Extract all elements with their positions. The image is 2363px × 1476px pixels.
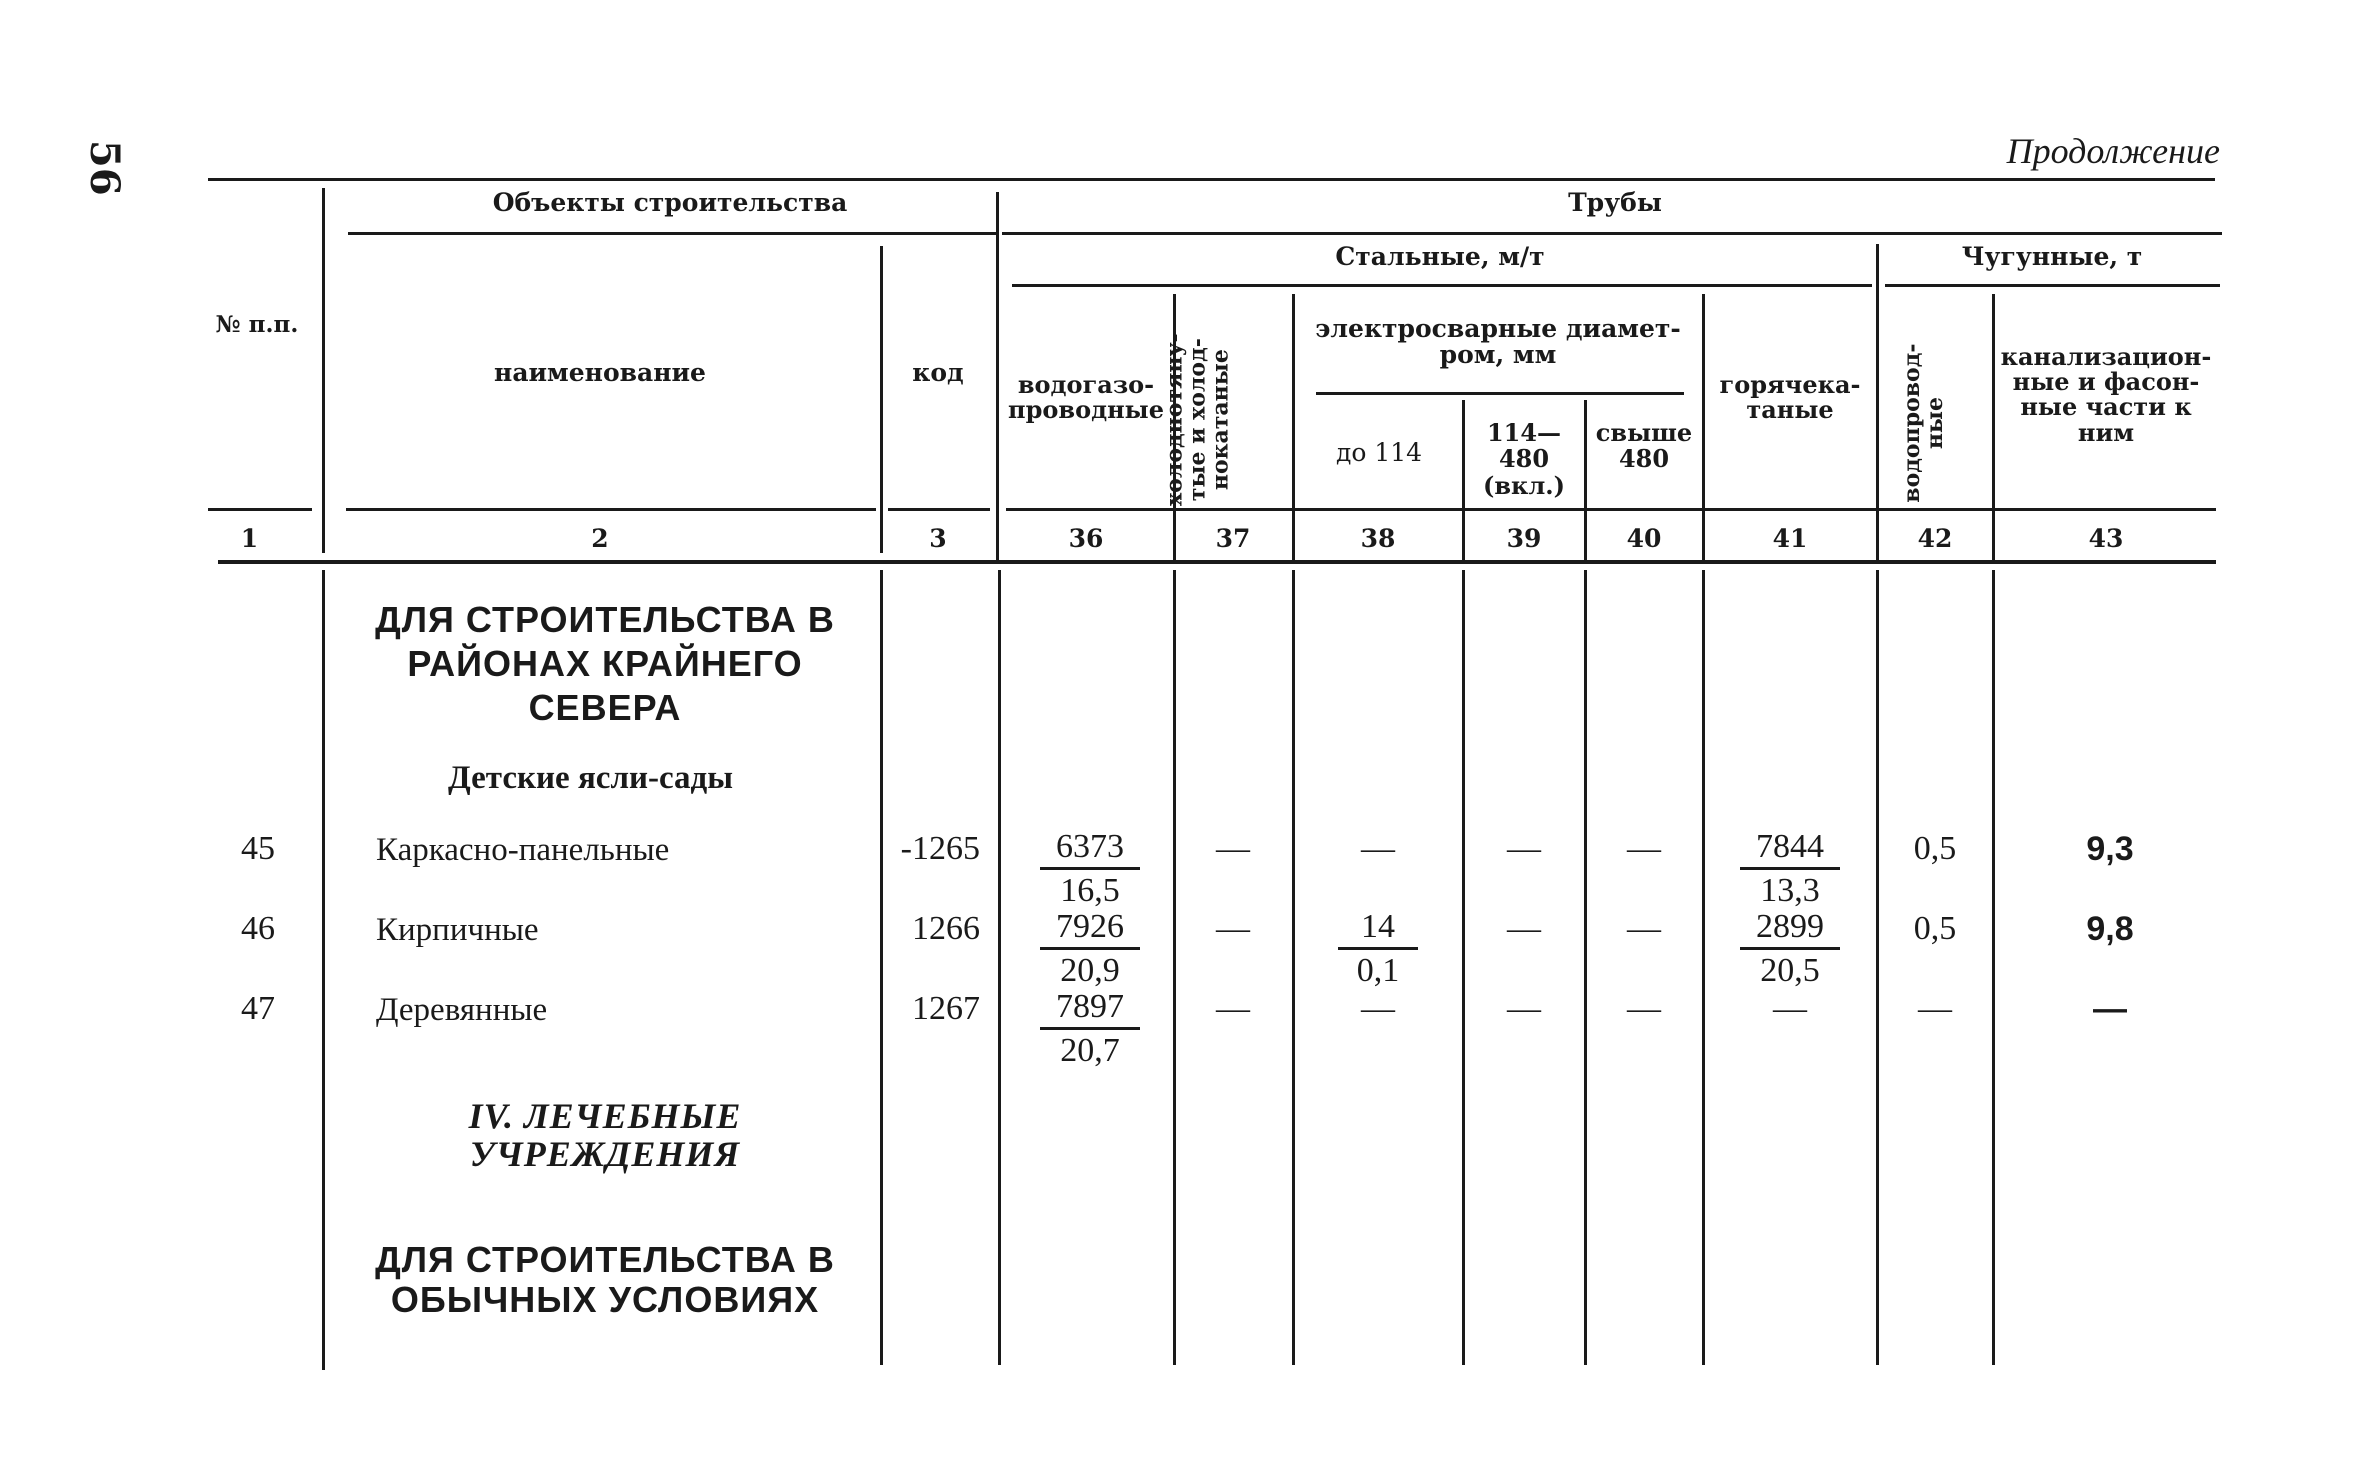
row-47-c36-den: 20,7 bbox=[1060, 1031, 1120, 1069]
row-46-c36 bbox=[1040, 910, 1140, 988]
header-sewer: канализацион-ные и фасон-ные части к ним bbox=[2000, 342, 2212, 447]
row-46-c43: 9,8 bbox=[2086, 910, 2134, 948]
header-water-supply: водопровод-ные bbox=[1898, 343, 1948, 503]
cast-iron-underline bbox=[1885, 284, 2220, 287]
vline-header-1 bbox=[322, 188, 325, 553]
fraction-bar bbox=[1740, 867, 1840, 870]
row-47-c36-num: 7897 bbox=[1056, 988, 1124, 1025]
fraction-bar bbox=[1040, 947, 1140, 950]
header-col-no: № п.п. bbox=[215, 311, 299, 338]
vline-body-9 bbox=[1876, 570, 1879, 1365]
header-code: код bbox=[912, 358, 964, 387]
row-47-c38: — bbox=[1361, 990, 1395, 1027]
colnum-36: 36 bbox=[1068, 524, 1104, 553]
row-45-no: 45 bbox=[241, 830, 275, 867]
pipes-underline bbox=[1002, 232, 2222, 235]
vline-header-6 bbox=[1462, 400, 1465, 560]
colnum-43: 43 bbox=[2088, 524, 2124, 553]
row-47-c40: — bbox=[1627, 990, 1661, 1027]
vline-body-4 bbox=[1173, 570, 1176, 1365]
section-north: ДЛЯ СТРОИТЕЛЬСТВА В РАЙОНАХ КРАЙНЕГО СЕВЕРА bbox=[375, 599, 835, 728]
row-45-name: Каркасно-панельные bbox=[376, 832, 670, 868]
header-pipes: Трубы bbox=[1568, 188, 1662, 217]
header-objects: Объекты строительства bbox=[492, 188, 848, 217]
row-46-c38 bbox=[1338, 910, 1418, 988]
colnum-41: 41 bbox=[1772, 524, 1808, 553]
row-46-c36-den: 20,9 bbox=[1060, 951, 1120, 989]
row-45-c37: — bbox=[1216, 830, 1250, 867]
colnum-40: 40 bbox=[1626, 524, 1662, 553]
objects-underline bbox=[348, 232, 996, 235]
row-47-c39: — bbox=[1507, 990, 1541, 1027]
row-45-c41-num: 7844 bbox=[1756, 828, 1824, 865]
row-46-c37: — bbox=[1216, 910, 1250, 947]
fraction-bar bbox=[1338, 947, 1418, 950]
row-46-c41 bbox=[1740, 910, 1840, 988]
colnum-bottom-rule bbox=[218, 560, 2216, 564]
colnum-42: 42 bbox=[1917, 524, 1953, 553]
continuation-label: Продолжение bbox=[2006, 131, 2220, 171]
row-47-name: Деревянные bbox=[376, 992, 548, 1028]
table-top-rule bbox=[208, 178, 2215, 181]
vline-header-10 bbox=[1992, 294, 1995, 560]
vline-header-2 bbox=[880, 246, 883, 553]
vline-body-8 bbox=[1702, 570, 1705, 1365]
row-46-c39: — bbox=[1507, 910, 1541, 947]
header-114-480: 114—480 (вкл.) bbox=[1483, 418, 1565, 500]
fraction-bar bbox=[1740, 947, 1840, 950]
row-47-c36 bbox=[1040, 990, 1140, 1068]
row-46-c38-den: 0,1 bbox=[1356, 951, 1400, 989]
row-45-c38: — bbox=[1361, 830, 1395, 867]
row-47-code: 1267 bbox=[912, 990, 980, 1027]
row-45-c42: 0,5 bbox=[1913, 830, 1957, 867]
colnum-2: 2 bbox=[591, 524, 609, 553]
colnum-1: 1 bbox=[240, 524, 259, 553]
row-45-c41-den: 13,3 bbox=[1760, 871, 1820, 909]
subsection-kindergartens: Детские ясли-сады bbox=[448, 760, 733, 796]
header-hot-rolled: горячека-таные bbox=[1719, 370, 1861, 425]
row-47-c41: — bbox=[1773, 990, 1807, 1027]
electric-underline bbox=[1316, 392, 1684, 395]
vline-header-8 bbox=[1702, 294, 1705, 560]
header-up-to-114: до 114 bbox=[1335, 438, 1423, 467]
row-46-no: 46 bbox=[241, 910, 275, 947]
row-45-code: -1265 bbox=[900, 830, 980, 867]
row-47-c42: — bbox=[1918, 990, 1952, 1027]
header-cast-iron: Чугунные, т bbox=[1961, 242, 2143, 271]
header-bottom-rule-3 bbox=[888, 508, 990, 511]
row-46-c42: 0,5 bbox=[1913, 910, 1957, 947]
row-45-c39: — bbox=[1507, 830, 1541, 867]
vline-header-3 bbox=[996, 192, 999, 560]
section-normal: ДЛЯ СТРОИТЕЛЬСТВА В ОБЫЧНЫХ УСЛОВИЯХ bbox=[375, 1239, 835, 1320]
row-47-c43: — bbox=[2093, 990, 2127, 1028]
vline-body-3 bbox=[998, 570, 1001, 1365]
row-45-c43: 9,3 bbox=[2086, 830, 2134, 868]
vline-body-7 bbox=[1584, 570, 1587, 1365]
vline-body-2 bbox=[880, 570, 883, 1365]
row-46-c40: — bbox=[1627, 910, 1661, 947]
fraction-bar bbox=[1040, 867, 1140, 870]
row-47-c37: — bbox=[1216, 990, 1250, 1027]
vline-header-9 bbox=[1876, 244, 1879, 560]
header-water-gas: водогазо-проводные bbox=[1008, 370, 1164, 425]
vline-body-10 bbox=[1992, 570, 1995, 1365]
row-45-c36-num: 6373 bbox=[1056, 828, 1124, 865]
vline-body-6 bbox=[1462, 570, 1465, 1365]
header-name: наименование bbox=[494, 358, 706, 387]
row-45-c40: — bbox=[1627, 830, 1661, 867]
header-over-480: свыше 480 bbox=[1595, 418, 1693, 474]
row-46-name: Кирпичные bbox=[376, 912, 539, 948]
colnum-3: 3 bbox=[929, 524, 947, 553]
vline-header-7 bbox=[1584, 400, 1587, 560]
colnum-37: 37 bbox=[1215, 524, 1251, 553]
row-45-c36-den: 16,5 bbox=[1060, 871, 1120, 909]
page-number: 56 bbox=[81, 140, 128, 196]
steel-underline bbox=[1012, 284, 1872, 287]
vline-header-5 bbox=[1292, 294, 1295, 560]
row-47-no: 47 bbox=[241, 990, 275, 1027]
header-bottom-rule-2 bbox=[346, 508, 876, 511]
colnum-38: 38 bbox=[1360, 524, 1396, 553]
row-46-c41-den: 20,5 bbox=[1760, 951, 1820, 989]
header-bottom-rule bbox=[208, 508, 312, 511]
vline-body-1 bbox=[322, 570, 325, 1370]
row-46-c36-num: 7926 bbox=[1056, 908, 1124, 945]
row-46-code: 1266 bbox=[912, 910, 980, 947]
header-electric-welded: электросварные диамет-ром, мм bbox=[1315, 314, 1681, 370]
colnum-39: 39 bbox=[1506, 524, 1542, 553]
row-46-c38-num: 14 bbox=[1361, 908, 1395, 945]
row-46-c41-num: 2899 bbox=[1756, 908, 1824, 945]
row-45-c36 bbox=[1040, 830, 1140, 908]
header-steel: Стальные, м/т bbox=[1335, 242, 1545, 271]
row-45-c41 bbox=[1740, 830, 1840, 908]
fraction-bar bbox=[1040, 1027, 1140, 1030]
header-cold-drawn: холоднотяну-тые и холод-нокатаные bbox=[1161, 333, 1234, 506]
section-medical: IV. ЛЕЧЕБНЫЕ УЧРЕЖДЕНИЯ bbox=[468, 1096, 742, 1174]
vline-body-5 bbox=[1292, 570, 1295, 1365]
